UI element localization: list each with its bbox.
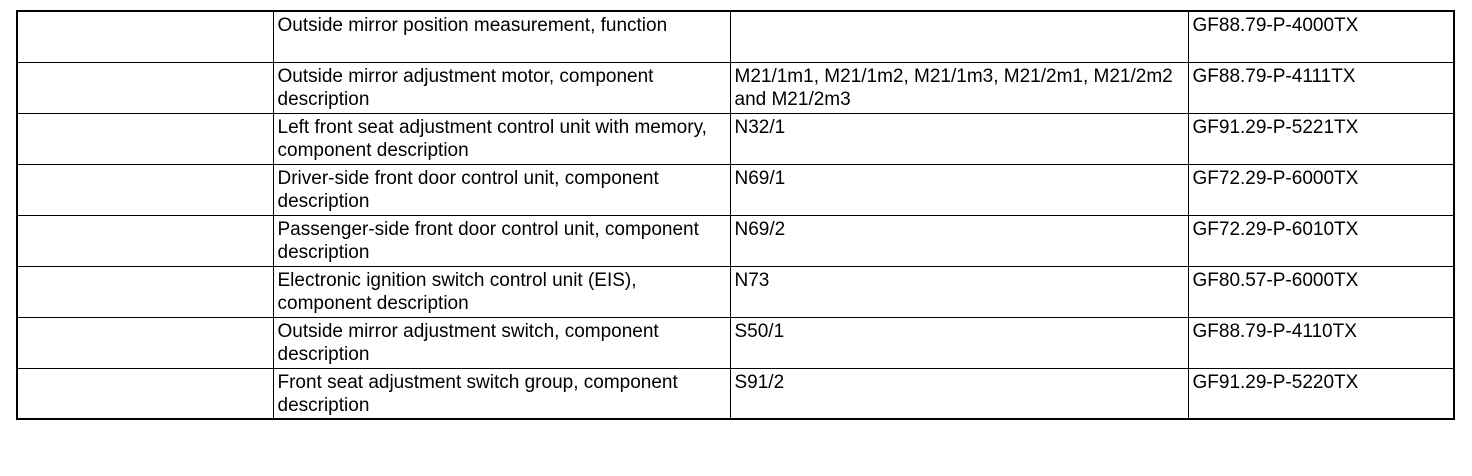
table-row — [17, 62, 1454, 113]
reference-cell: GF91.29-P-5221TX — [1188, 113, 1454, 164]
component-code-cell: M21/1m1, M21/1m2, M21/1m3, M21/2m1, M21/2m2 and M21/2m3 — [730, 62, 1188, 113]
reference-cell: GF72.29-P-6010TX — [1188, 215, 1454, 266]
reference-cell: GF72.29-P-6000TX — [1188, 164, 1454, 215]
description-cell: Driver-side front door control unit, component description — [273, 164, 730, 215]
blank-cell — [17, 317, 273, 368]
description-cell: Outside mirror adjustment switch, component description — [273, 317, 730, 368]
blank-cell — [17, 113, 273, 164]
component-code-cell: S91/2 — [730, 368, 1188, 419]
description-cell: Electronic ignition switch control unit (EIS), component description — [273, 266, 730, 317]
description-cell: Passenger-side front door control unit, component description — [273, 215, 730, 266]
blank-cell — [17, 62, 273, 113]
reference-cell: GF88.79-P-4000TX — [1188, 11, 1454, 62]
table-body — [17, 11, 1454, 419]
reference-cell: GF88.79-P-4110TX — [1188, 317, 1454, 368]
description-cell: Left front seat adjustment control unit with memory, component description — [273, 113, 730, 164]
table-row — [17, 266, 1454, 317]
description-cell: Outside mirror position measurement, function — [273, 11, 730, 62]
table-row — [17, 113, 1454, 164]
table-row — [17, 368, 1454, 419]
table-row — [17, 11, 1454, 62]
table-row — [17, 164, 1454, 215]
component-code-cell: N69/2 — [730, 215, 1188, 266]
description-cell: Front seat adjustment switch group, component description — [273, 368, 730, 419]
table-row — [17, 317, 1454, 368]
component-code-cell: N73 — [730, 266, 1188, 317]
component-reference-table — [16, 10, 1455, 420]
blank-cell — [17, 11, 273, 62]
blank-cell — [17, 164, 273, 215]
description-cell: Outside mirror adjustment motor, component description — [273, 62, 730, 113]
component-code-cell: N69/1 — [730, 164, 1188, 215]
reference-cell: GF88.79-P-4111TX — [1188, 62, 1454, 113]
component-code-cell — [730, 11, 1188, 62]
blank-cell — [17, 266, 273, 317]
reference-cell: GF80.57-P-6000TX — [1188, 266, 1454, 317]
component-code-cell: S50/1 — [730, 317, 1188, 368]
table-row — [17, 215, 1454, 266]
blank-cell — [17, 368, 273, 419]
reference-cell: GF91.29-P-5220TX — [1188, 368, 1454, 419]
component-code-cell: N32/1 — [730, 113, 1188, 164]
blank-cell — [17, 215, 273, 266]
